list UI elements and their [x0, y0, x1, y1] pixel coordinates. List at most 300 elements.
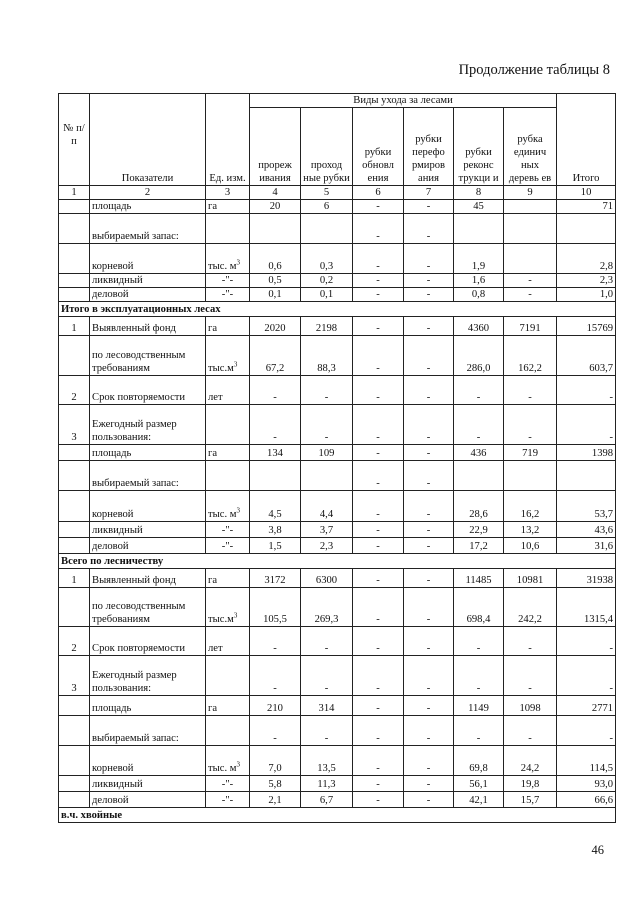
- value-cell: 17,2: [454, 538, 504, 554]
- table-row: [59, 274, 616, 288]
- value-cell: 2771: [557, 696, 616, 716]
- value-cell: -: [301, 627, 353, 656]
- value-cell: 31,6: [557, 538, 616, 554]
- row-index: [59, 746, 90, 776]
- value-cell: 11,3: [301, 776, 353, 792]
- value-cell: -: [353, 538, 404, 554]
- value-cell: -: [353, 569, 404, 588]
- value-cell: -: [301, 405, 353, 445]
- value-cell: [504, 200, 557, 214]
- value-cell: 4360: [454, 317, 504, 336]
- value-cell: 66,6: [557, 792, 616, 808]
- row-label: Срок повторяемости: [90, 376, 206, 405]
- forest-care-table: [58, 93, 616, 823]
- value-cell: 286,0: [454, 336, 504, 376]
- value-cell: [250, 461, 301, 491]
- row-unit: [206, 588, 250, 627]
- value-cell: [250, 214, 301, 244]
- unit-text: тыс. м: [208, 509, 237, 520]
- row-unit: [206, 445, 250, 461]
- table-row: [59, 376, 616, 405]
- row-label: Выявленный фонд: [90, 317, 206, 336]
- value-cell: 242,2: [504, 588, 557, 627]
- unit-text: -"-: [221, 275, 234, 286]
- value-cell: [301, 214, 353, 244]
- row-unit: [206, 627, 250, 656]
- row-index: [59, 288, 90, 302]
- column-number: 8: [454, 186, 504, 200]
- value-cell: -: [404, 461, 454, 491]
- value-cell: -: [404, 317, 454, 336]
- value-cell: -: [454, 716, 504, 746]
- value-cell: -: [250, 656, 301, 696]
- row-index: [59, 461, 90, 491]
- row-index: 1: [59, 317, 90, 336]
- column-number: 5: [301, 186, 353, 200]
- row-label: площадь: [90, 696, 206, 716]
- row-label: Ежегодный размер пользования:: [90, 405, 206, 445]
- value-cell: -: [353, 214, 404, 244]
- column-number: 6: [353, 186, 404, 200]
- value-cell: 28,6: [454, 491, 504, 522]
- value-cell: -: [404, 214, 454, 244]
- unit-text: -"-: [221, 779, 234, 790]
- value-cell: 1,9: [454, 244, 504, 274]
- value-cell: 0,6: [250, 244, 301, 274]
- table-row: [59, 491, 616, 522]
- value-cell: 314: [301, 696, 353, 716]
- unit-text: га: [208, 575, 218, 586]
- value-cell: 210: [250, 696, 301, 716]
- value-cell: 2020: [250, 317, 301, 336]
- header-idx: № п/п: [59, 94, 90, 186]
- cube-superscript: 3: [236, 760, 240, 769]
- value-cell: -: [504, 405, 557, 445]
- row-label: по лесоводственным требованиям: [90, 588, 206, 627]
- value-cell: -: [404, 274, 454, 288]
- value-cell: 0,2: [301, 274, 353, 288]
- value-cell: [504, 214, 557, 244]
- value-cell: 24,2: [504, 746, 557, 776]
- value-cell: 56,1: [454, 776, 504, 792]
- value-cell: -: [353, 627, 404, 656]
- section-title: Всего по лесничеству: [59, 554, 616, 569]
- unit-text: га: [208, 323, 218, 334]
- page-number: 46: [591, 843, 604, 857]
- value-cell: -: [504, 656, 557, 696]
- value-cell: -: [353, 588, 404, 627]
- table-row: [59, 200, 616, 214]
- unit-text: -"-: [221, 541, 234, 552]
- value-cell: 11485: [454, 569, 504, 588]
- value-cell: 0,5: [250, 274, 301, 288]
- row-index: [59, 716, 90, 746]
- value-cell: -: [353, 522, 404, 538]
- value-cell: -: [454, 405, 504, 445]
- value-cell: -: [353, 776, 404, 792]
- value-cell: 1398: [557, 445, 616, 461]
- value-cell: 436: [454, 445, 504, 461]
- value-cell: -: [404, 569, 454, 588]
- value-cell: 1,6: [454, 274, 504, 288]
- value-cell: -: [404, 200, 454, 214]
- column-number: 10: [557, 186, 616, 200]
- value-cell: -: [353, 317, 404, 336]
- header-group: Виды ухода за лесами: [250, 94, 557, 108]
- value-cell: 603,7: [557, 336, 616, 376]
- value-cell: -: [404, 656, 454, 696]
- value-cell: 2,3: [301, 538, 353, 554]
- row-unit: [206, 461, 250, 491]
- row-index: [59, 792, 90, 808]
- value-cell: 6300: [301, 569, 353, 588]
- value-cell: -: [353, 716, 404, 746]
- row-index: [59, 336, 90, 376]
- value-cell: -: [504, 376, 557, 405]
- value-cell: 20: [250, 200, 301, 214]
- value-cell: 2,3: [557, 274, 616, 288]
- row-unit: [206, 200, 250, 214]
- value-cell: 93,0: [557, 776, 616, 792]
- column-number: 7: [404, 186, 454, 200]
- row-label: площадь: [90, 445, 206, 461]
- value-cell: -: [250, 376, 301, 405]
- unit-text: га: [208, 201, 218, 212]
- row-index: 3: [59, 656, 90, 696]
- value-cell: 71: [557, 200, 616, 214]
- table-row: [59, 461, 616, 491]
- value-cell: 69,8: [454, 746, 504, 776]
- value-cell: 10981: [504, 569, 557, 588]
- row-index: [59, 696, 90, 716]
- header-numbers-row: [59, 186, 616, 200]
- row-label: площадь: [90, 200, 206, 214]
- value-cell: 719: [504, 445, 557, 461]
- value-cell: -: [404, 538, 454, 554]
- value-cell: -: [301, 716, 353, 746]
- row-unit: [206, 491, 250, 522]
- value-cell: 13,2: [504, 522, 557, 538]
- value-cell: -: [301, 376, 353, 405]
- table-row: [59, 522, 616, 538]
- value-cell: 15769: [557, 317, 616, 336]
- row-index: [59, 588, 90, 627]
- table-row: [59, 696, 616, 716]
- cube-superscript: 3: [233, 611, 238, 620]
- value-cell: 698,4: [454, 588, 504, 627]
- value-cell: -: [404, 405, 454, 445]
- unit-text: лет: [208, 643, 223, 654]
- value-cell: 162,2: [504, 336, 557, 376]
- table-row: [59, 716, 616, 746]
- row-label: ликвидный: [90, 522, 206, 538]
- row-unit: [206, 716, 250, 746]
- value-cell: -: [404, 696, 454, 716]
- header-indicator: Показатели: [90, 94, 206, 186]
- value-cell: 3172: [250, 569, 301, 588]
- row-index: [59, 200, 90, 214]
- unit-text: тыс.м: [208, 614, 234, 625]
- cube-superscript: 3: [236, 506, 240, 515]
- value-cell: -: [557, 656, 616, 696]
- value-cell: 134: [250, 445, 301, 461]
- value-cell: -: [250, 627, 301, 656]
- table-row: [59, 336, 616, 376]
- row-unit: [206, 214, 250, 244]
- value-cell: -: [557, 627, 616, 656]
- row-label: выбираемый запас:: [90, 716, 206, 746]
- value-cell: -: [353, 445, 404, 461]
- column-number: 4: [250, 186, 301, 200]
- value-cell: 0,1: [301, 288, 353, 302]
- row-unit: [206, 288, 250, 302]
- row-label: деловой: [90, 288, 206, 302]
- value-cell: -: [454, 627, 504, 656]
- value-cell: -: [353, 288, 404, 302]
- row-label: ликвидный: [90, 274, 206, 288]
- value-cell: -: [404, 776, 454, 792]
- row-unit: [206, 274, 250, 288]
- row-unit: [206, 336, 250, 376]
- value-cell: 6,7: [301, 792, 353, 808]
- value-cell: -: [454, 656, 504, 696]
- value-cell: 0,3: [301, 244, 353, 274]
- section-row: [59, 808, 616, 823]
- column-number: 9: [504, 186, 557, 200]
- value-cell: -: [404, 336, 454, 376]
- value-cell: [454, 214, 504, 244]
- row-index: [59, 776, 90, 792]
- value-cell: 7191: [504, 317, 557, 336]
- table-row: [59, 792, 616, 808]
- value-cell: [454, 461, 504, 491]
- value-cell: 15,7: [504, 792, 557, 808]
- table-row: [59, 244, 616, 274]
- table-row: [59, 214, 616, 244]
- row-index: [59, 538, 90, 554]
- row-index: [59, 274, 90, 288]
- value-cell: -: [504, 627, 557, 656]
- row-index: [59, 244, 90, 274]
- value-cell: 269,3: [301, 588, 353, 627]
- value-cell: -: [353, 792, 404, 808]
- value-cell: 43,6: [557, 522, 616, 538]
- value-cell: -: [353, 274, 404, 288]
- row-unit: [206, 376, 250, 405]
- row-unit: [206, 317, 250, 336]
- value-cell: -: [404, 522, 454, 538]
- section-row: [59, 302, 616, 317]
- value-cell: 3,7: [301, 522, 353, 538]
- row-unit: [206, 776, 250, 792]
- value-cell: -: [353, 244, 404, 274]
- value-cell: -: [504, 288, 557, 302]
- unit-text: -"-: [221, 795, 234, 806]
- header-col: рубка единич ных деревь ев: [504, 108, 557, 186]
- value-cell: -: [404, 746, 454, 776]
- row-label: деловой: [90, 538, 206, 554]
- value-cell: 2,1: [250, 792, 301, 808]
- row-label: по лесоводственным требованиям: [90, 336, 206, 376]
- cube-superscript: 3: [236, 258, 240, 267]
- value-cell: -: [353, 405, 404, 445]
- value-cell: 4,4: [301, 491, 353, 522]
- row-unit: [206, 656, 250, 696]
- header-col: прореж ивания: [250, 108, 301, 186]
- value-cell: 16,2: [504, 491, 557, 522]
- value-cell: 19,8: [504, 776, 557, 792]
- value-cell: -: [250, 405, 301, 445]
- value-cell: 105,5: [250, 588, 301, 627]
- value-cell: 5,8: [250, 776, 301, 792]
- row-unit: [206, 569, 250, 588]
- value-cell: [557, 461, 616, 491]
- unit-text: лет: [208, 392, 223, 403]
- header-col: рубки перефо рмиров ания: [404, 108, 454, 186]
- row-unit: [206, 244, 250, 274]
- value-cell: 0,8: [454, 288, 504, 302]
- value-cell: [504, 244, 557, 274]
- unit-text: -"-: [221, 289, 234, 300]
- row-index: 3: [59, 405, 90, 445]
- row-label: Выявленный фонд: [90, 569, 206, 588]
- header-unit: Ед. изм.: [206, 94, 250, 186]
- table-row: [59, 317, 616, 336]
- value-cell: 1,0: [557, 288, 616, 302]
- table-row: [59, 746, 616, 776]
- row-unit: [206, 746, 250, 776]
- value-cell: 7,0: [250, 746, 301, 776]
- row-label: выбираемый запас:: [90, 214, 206, 244]
- row-index: 1: [59, 569, 90, 588]
- table-row: [59, 656, 616, 696]
- row-label: корневой: [90, 746, 206, 776]
- unit-text: тыс. м: [208, 763, 237, 774]
- header-total: Итого: [557, 94, 616, 186]
- table-row: [59, 405, 616, 445]
- value-cell: -: [504, 716, 557, 746]
- value-cell: -: [353, 461, 404, 491]
- value-cell: 10,6: [504, 538, 557, 554]
- value-cell: -: [404, 792, 454, 808]
- row-index: [59, 445, 90, 461]
- value-cell: 67,2: [250, 336, 301, 376]
- column-number: 3: [206, 186, 250, 200]
- value-cell: -: [301, 656, 353, 696]
- row-index: 2: [59, 376, 90, 405]
- value-cell: -: [557, 716, 616, 746]
- table-row: [59, 776, 616, 792]
- value-cell: -: [454, 376, 504, 405]
- row-index: [59, 522, 90, 538]
- table-row: [59, 445, 616, 461]
- value-cell: 1149: [454, 696, 504, 716]
- row-unit: [206, 792, 250, 808]
- value-cell: -: [250, 716, 301, 746]
- section-row: [59, 554, 616, 569]
- row-unit: [206, 405, 250, 445]
- value-cell: -: [353, 656, 404, 696]
- value-cell: 4,5: [250, 491, 301, 522]
- value-cell: 22,9: [454, 522, 504, 538]
- value-cell: -: [404, 491, 454, 522]
- column-number: 1: [59, 186, 90, 200]
- section-title: Итого в эксплуатационных лесах: [59, 302, 616, 317]
- value-cell: -: [404, 716, 454, 746]
- row-label: Срок повторяемости: [90, 627, 206, 656]
- header-col: проход ные рубки: [301, 108, 353, 186]
- value-cell: 13,5: [301, 746, 353, 776]
- value-cell: 3,8: [250, 522, 301, 538]
- table-row: [59, 588, 616, 627]
- value-cell: 2198: [301, 317, 353, 336]
- row-label: выбираемый запас:: [90, 461, 206, 491]
- value-cell: 1315,4: [557, 588, 616, 627]
- value-cell: 45: [454, 200, 504, 214]
- value-cell: [504, 461, 557, 491]
- unit-text: тыс. м: [208, 261, 237, 272]
- value-cell: -: [557, 405, 616, 445]
- value-cell: [557, 214, 616, 244]
- value-cell: 0,1: [250, 288, 301, 302]
- value-cell: -: [404, 288, 454, 302]
- value-cell: -: [404, 627, 454, 656]
- value-cell: 53,7: [557, 491, 616, 522]
- row-index: [59, 491, 90, 522]
- value-cell: 109: [301, 445, 353, 461]
- unit-text: тыс.м: [208, 363, 234, 374]
- section-title: в.ч. хвойные: [59, 808, 616, 823]
- header-col: рубки реконс трукци и: [454, 108, 504, 186]
- header-col: рубки обновл ения: [353, 108, 404, 186]
- table-caption: Продолжение таблицы 8: [458, 62, 610, 78]
- value-cell: -: [353, 336, 404, 376]
- value-cell: 1,5: [250, 538, 301, 554]
- row-label: корневой: [90, 491, 206, 522]
- value-cell: -: [353, 376, 404, 405]
- table-row: [59, 627, 616, 656]
- value-cell: 6: [301, 200, 353, 214]
- unit-text: га: [208, 448, 218, 459]
- value-cell: 88,3: [301, 336, 353, 376]
- value-cell: -: [353, 746, 404, 776]
- table-row: [59, 569, 616, 588]
- header-row-group: [59, 94, 616, 108]
- value-cell: 114,5: [557, 746, 616, 776]
- value-cell: -: [353, 200, 404, 214]
- unit-text: -"-: [221, 525, 234, 536]
- row-unit: [206, 522, 250, 538]
- value-cell: -: [404, 588, 454, 627]
- cube-superscript: 3: [233, 360, 238, 369]
- column-number: 2: [90, 186, 206, 200]
- row-unit: [206, 696, 250, 716]
- row-unit: [206, 538, 250, 554]
- value-cell: 2,8: [557, 244, 616, 274]
- row-label: деловой: [90, 792, 206, 808]
- unit-text: га: [208, 703, 218, 714]
- value-cell: -: [404, 376, 454, 405]
- table-row: [59, 538, 616, 554]
- row-label: Ежегодный размер пользования:: [90, 656, 206, 696]
- value-cell: 42,1: [454, 792, 504, 808]
- row-label: корневой: [90, 244, 206, 274]
- value-cell: -: [404, 445, 454, 461]
- value-cell: -: [504, 274, 557, 288]
- value-cell: 1098: [504, 696, 557, 716]
- value-cell: -: [353, 696, 404, 716]
- value-cell: [301, 461, 353, 491]
